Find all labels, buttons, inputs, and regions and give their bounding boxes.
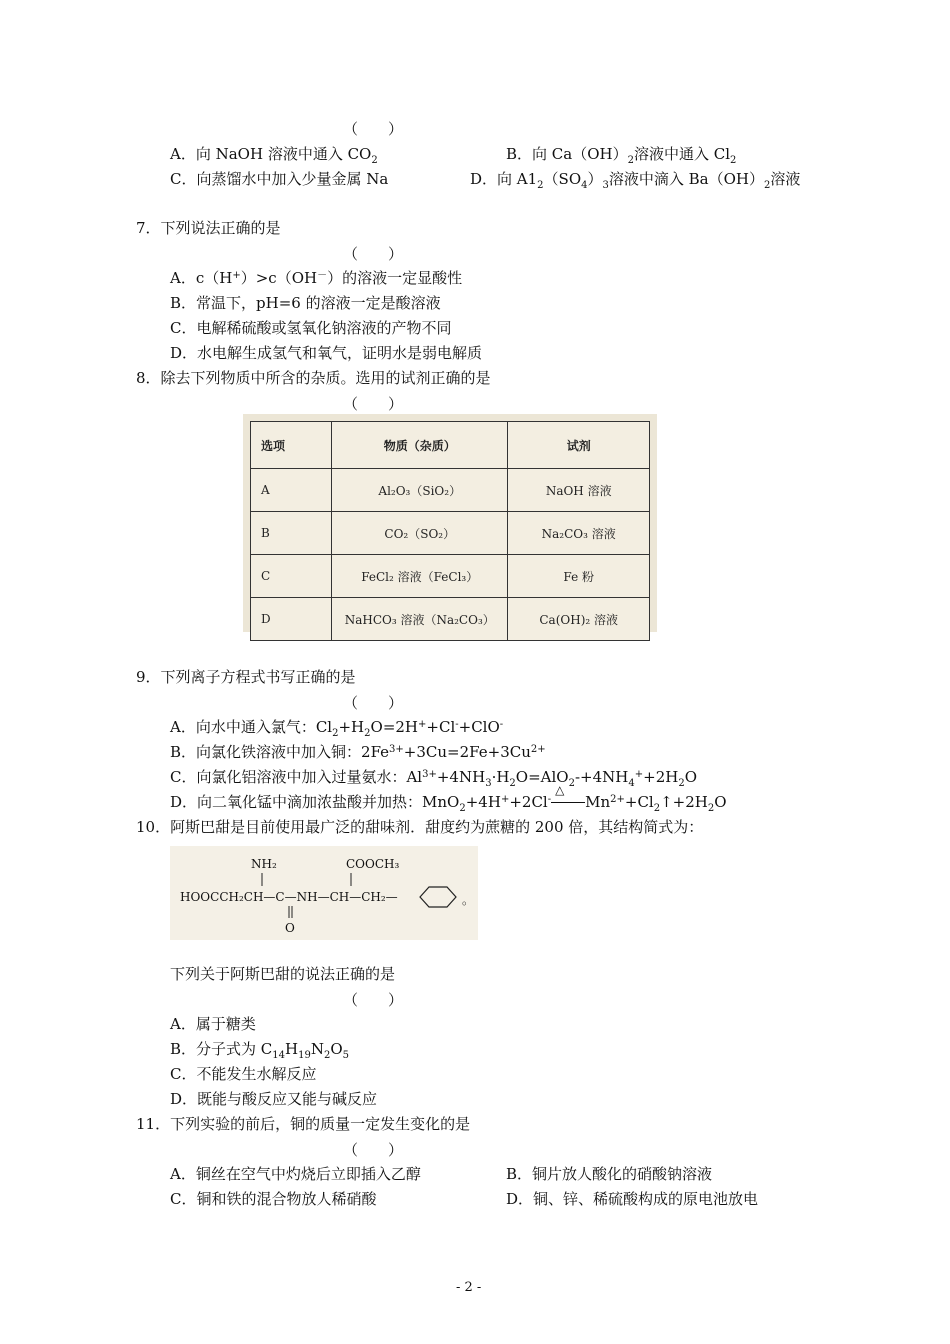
q10-stem: 10．阿斯巴甜是目前使用最广泛的甜味剂．甜度约为蔗糖的 200 倍，其结构简式为： [136, 818, 704, 836]
nh2-label: NH₂ [251, 857, 277, 871]
table-cell: Ca(OH)₂ 溶液 [508, 598, 650, 641]
cooch3-label: COOCH₃ [346, 857, 400, 871]
q9-option-a: A．向水中通入氯气：$Cl_2+H_2O=2H^++Cl^-+ClO^-$ [170, 718, 504, 739]
q8-stem: 8．除去下列物质中所含的杂质。选用的试剂正确的是 [136, 369, 491, 387]
table-cell: NaHCO₃ 溶液（Na₂CO₃） [332, 598, 508, 641]
answer-paren-q11: （ ） [343, 1141, 404, 1159]
q7-option-d: D．水电解生成氢气和氧气，证明水是弱电解质 [170, 344, 483, 362]
aspartame-structure-figure [170, 846, 478, 940]
table-row [251, 469, 650, 512]
q6-option-c: C．向蒸馏水中加入少量金属 Na [170, 170, 389, 188]
structure-svg [170, 846, 478, 940]
table-cell: D [251, 598, 332, 641]
q6-option-d: D．向 $A1_2(SO_4)_3$溶液中滴入 $Ba(OH)_2$溶液 [470, 170, 801, 191]
main-chain-label: HOOCCH₂CH—C—NH—CH—CH₂— [180, 890, 398, 904]
table-header-cell: 选项 [251, 422, 332, 469]
table-cell: Al₂O₃（SiO₂） [332, 469, 508, 512]
q10-option-b: B．分子式为 $C_{14}H_{19}N_2O_5$ [170, 1040, 350, 1061]
table-row [251, 555, 650, 598]
page-number: - 2 - [456, 1280, 482, 1295]
q7-option-a: A．c（H+）>c（OH－）的溶液一定显酸性 [170, 269, 463, 287]
q7-option-c: C．电解稀硫酸或氢氧化钠溶液的产物不同 [170, 319, 452, 337]
table-cell: Fe 粉 [508, 555, 650, 598]
q6-option-b: B．向 $Ca(OH)_2$溶液中通入 $Cl_2$ [506, 145, 737, 166]
q10-option-c: C．不能发生水解反应 [170, 1065, 317, 1083]
table-cell: CO₂（SO₂） [332, 512, 508, 555]
benzene-ring-icon [420, 887, 456, 907]
q6-option-a: A．向 NaOH 溶液中通入 $CO_2$ [170, 145, 378, 166]
q8-table-image [243, 414, 657, 632]
answer-paren-q10: （ ） [343, 991, 404, 1009]
answer-paren-q6: （ ） [343, 120, 404, 138]
answer-paren-q9: （ ） [343, 694, 404, 712]
q11-option-c: C．铜和铁的混合物放人稀硝酸 [170, 1190, 377, 1208]
table-cell: NaOH 溶液 [508, 469, 650, 512]
answer-paren-q8: （ ） [343, 395, 404, 413]
q11-stem: 11．下列实验的前后，铜的质量一定发生变化的是 [136, 1115, 471, 1133]
table-header-row [251, 422, 650, 469]
q7-stem: 7．下列说法正确的是 [136, 219, 281, 237]
q11-option-a: A．铜丝在空气中灼烧后立即插入乙醇 [170, 1165, 421, 1183]
q9-option-b: B．向氯化铁溶液中加入铜：$2Fe^{3+}+3Cu=2Fe+3Cu^{2+}$ [170, 743, 546, 761]
q11-option-d: D．铜、锌、稀硫酸构成的原电池放电 [506, 1190, 759, 1208]
table-cell: A [251, 469, 332, 512]
q10-option-d: D．既能与酸反应又能与碱反应 [170, 1090, 378, 1108]
q11-option-b: B．铜片放人酸化的硝酸钠溶液 [506, 1165, 713, 1183]
table-header-cell: 物质（杂质） [332, 422, 508, 469]
table-cell: C [251, 555, 332, 598]
table-row [251, 598, 650, 641]
table-header-cell: 试剂 [508, 422, 650, 469]
table-cell: FeCl₂ 溶液（FeCl₃） [332, 555, 508, 598]
q10-option-a: A．属于糖类 [170, 1015, 256, 1033]
q9-option-d: D．向二氧化锰中滴加浓盐酸并加热：MnO$_2$+4H++2Cl- △ $Mn^{2+}+Cl_2↑+2H_2O$ [170, 792, 727, 812]
answer-paren-q7: （ ） [343, 245, 404, 263]
q8-table [250, 421, 650, 641]
heat-triangle-icon: △ [555, 783, 565, 797]
q9-stem: 9．下列离子方程式书写正确的是 [136, 668, 356, 686]
q9-option-c: C．向氯化铝溶液中加入过量氨水：$Al^{3+}+4NH_3\cdot H_2O=AlO_2-+4NH_4^++2H_2O$ [170, 768, 698, 789]
table-row [251, 512, 650, 555]
carbonyl-o-label: O [285, 921, 295, 935]
q7-option-b: B．常温下，pH=6 的溶液一定是酸溶液 [170, 294, 441, 312]
q10-sub-stem: 下列关于阿斯巴甜的说法正确的是 [170, 965, 396, 983]
heating-arrow [551, 783, 585, 812]
formula-end-mark: 。 [462, 893, 475, 907]
table-cell: B [251, 512, 332, 555]
table-cell: Na₂CO₃ 溶液 [508, 512, 650, 555]
